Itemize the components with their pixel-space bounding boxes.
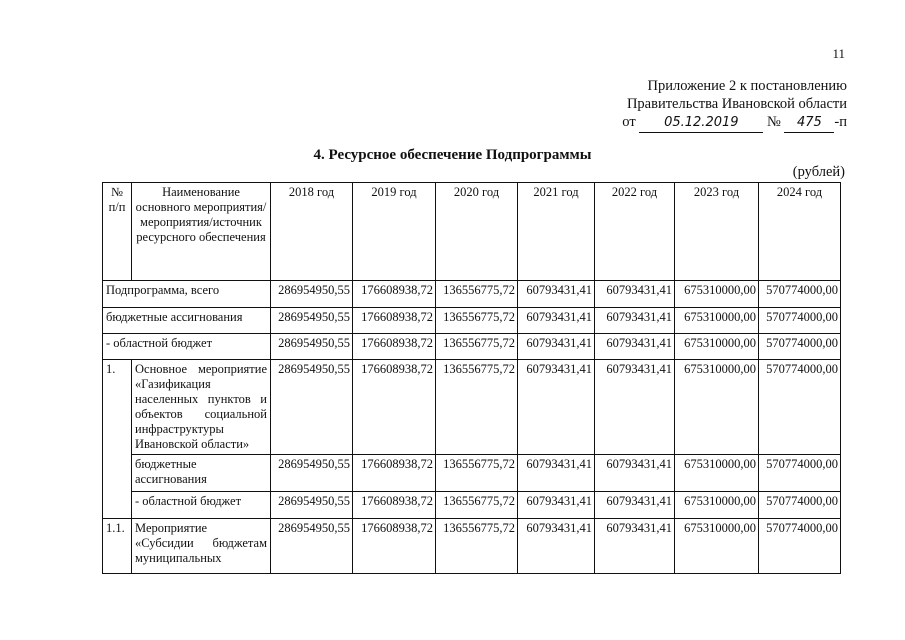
value-cell: 60793431,41 xyxy=(518,455,595,492)
row-label: Основное мероприятие «Газификация населенных пунктов и объектов социальной инфраструктуры Ивановской области» xyxy=(132,360,271,455)
value-cell: 60793431,41 xyxy=(595,334,675,360)
page-number: 11 xyxy=(832,46,845,61)
value-cell: 675310000,00 xyxy=(675,308,759,334)
value-cell: 675310000,00 xyxy=(675,334,759,360)
value-cell: 286954950,55 xyxy=(271,281,353,308)
appendix-block xyxy=(622,77,847,133)
table-row xyxy=(103,492,841,519)
value-cell: 60793431,41 xyxy=(518,281,595,308)
value-cell: 675310000,00 xyxy=(675,455,759,492)
table-row xyxy=(103,281,841,308)
handwritten-number: 475 xyxy=(784,114,834,133)
row-label: бюджетные ассигнования xyxy=(132,455,271,492)
table-row xyxy=(103,455,841,492)
header-cell: 2019 год xyxy=(353,183,436,281)
row-label: Подпрограмма, всего xyxy=(103,281,271,308)
value-cell: 176608938,72 xyxy=(353,492,436,519)
value-cell: 60793431,41 xyxy=(518,334,595,360)
unit-label: (рублей) xyxy=(792,164,845,180)
value-cell: 570774000,00 xyxy=(759,334,841,360)
value-cell: 570774000,00 xyxy=(759,492,841,519)
table-row xyxy=(103,519,841,574)
from-label: от xyxy=(622,114,636,130)
value-cell: 570774000,00 xyxy=(759,455,841,492)
value-cell: 60793431,41 xyxy=(595,308,675,334)
value-cell: 675310000,00 xyxy=(675,492,759,519)
header-cell: Наименование основного мероприятия/мероприятия/источник ресурсного обеспечения xyxy=(132,183,271,281)
handwritten-date: 05.12.2019 xyxy=(639,114,763,133)
value-cell: 60793431,41 xyxy=(518,519,595,574)
value-cell: 176608938,72 xyxy=(353,308,436,334)
value-cell: 286954950,55 xyxy=(271,360,353,455)
value-cell: 286954950,55 xyxy=(271,308,353,334)
table-row xyxy=(103,334,841,360)
table-row xyxy=(103,308,841,334)
value-cell: 570774000,00 xyxy=(759,281,841,308)
row-label: - областной бюджет xyxy=(103,334,271,360)
value-cell: 60793431,41 xyxy=(595,455,675,492)
value-cell: 570774000,00 xyxy=(759,360,841,455)
value-cell: 60793431,41 xyxy=(518,492,595,519)
value-cell: 136556775,72 xyxy=(436,281,518,308)
value-cell: 60793431,41 xyxy=(595,492,675,519)
value-cell: 176608938,72 xyxy=(353,334,436,360)
value-cell: 176608938,72 xyxy=(353,360,436,455)
value-cell: 675310000,00 xyxy=(675,360,759,455)
value-cell: 136556775,72 xyxy=(436,360,518,455)
value-cell: 675310000,00 xyxy=(675,519,759,574)
row-label: Мероприятие «Субсидии бюджетам муниципальных xyxy=(132,519,271,574)
row-index: 1. xyxy=(103,360,132,519)
value-cell: 570774000,00 xyxy=(759,308,841,334)
value-cell: 136556775,72 xyxy=(436,455,518,492)
header-cell: 2023 год xyxy=(675,183,759,281)
table-row xyxy=(103,360,841,455)
value-cell: 286954950,55 xyxy=(271,455,353,492)
header-cell: 2024 год xyxy=(759,183,841,281)
value-cell: 136556775,72 xyxy=(436,308,518,334)
value-cell: 60793431,41 xyxy=(595,519,675,574)
value-cell: 60793431,41 xyxy=(595,360,675,455)
section-title: 4. Ресурсное обеспечение Подпрограммы xyxy=(313,147,592,163)
header-cell: 2020 год xyxy=(436,183,518,281)
number-suffix: -п xyxy=(834,114,847,130)
header-cell: 2018 год xyxy=(271,183,353,281)
value-cell: 675310000,00 xyxy=(675,281,759,308)
appendix-line-1: Приложение 2 к постановлению xyxy=(647,78,847,94)
value-cell: 176608938,72 xyxy=(353,519,436,574)
value-cell: 176608938,72 xyxy=(353,455,436,492)
header-cell: № п/п xyxy=(103,183,132,281)
row-label: бюджетные ассигнования xyxy=(103,308,271,334)
row-index: 1.1. xyxy=(103,519,132,574)
value-cell: 60793431,41 xyxy=(518,360,595,455)
value-cell: 60793431,41 xyxy=(595,281,675,308)
value-cell: 136556775,72 xyxy=(436,519,518,574)
value-cell: 176608938,72 xyxy=(353,281,436,308)
row-label: - областной бюджет xyxy=(132,492,271,519)
header-cell: 2022 год xyxy=(595,183,675,281)
appendix-line-2: Правительства Ивановской области xyxy=(626,96,847,112)
value-cell: 286954950,55 xyxy=(271,492,353,519)
value-cell: 60793431,41 xyxy=(518,308,595,334)
number-label: № xyxy=(766,114,781,130)
resource-table xyxy=(102,182,841,574)
value-cell: 570774000,00 xyxy=(759,519,841,574)
header-row xyxy=(103,183,841,281)
value-cell: 136556775,72 xyxy=(436,334,518,360)
value-cell: 286954950,55 xyxy=(271,519,353,574)
value-cell: 286954950,55 xyxy=(271,334,353,360)
header-cell: 2021 год xyxy=(518,183,595,281)
value-cell: 136556775,72 xyxy=(436,492,518,519)
appendix-line-3 xyxy=(622,113,847,133)
